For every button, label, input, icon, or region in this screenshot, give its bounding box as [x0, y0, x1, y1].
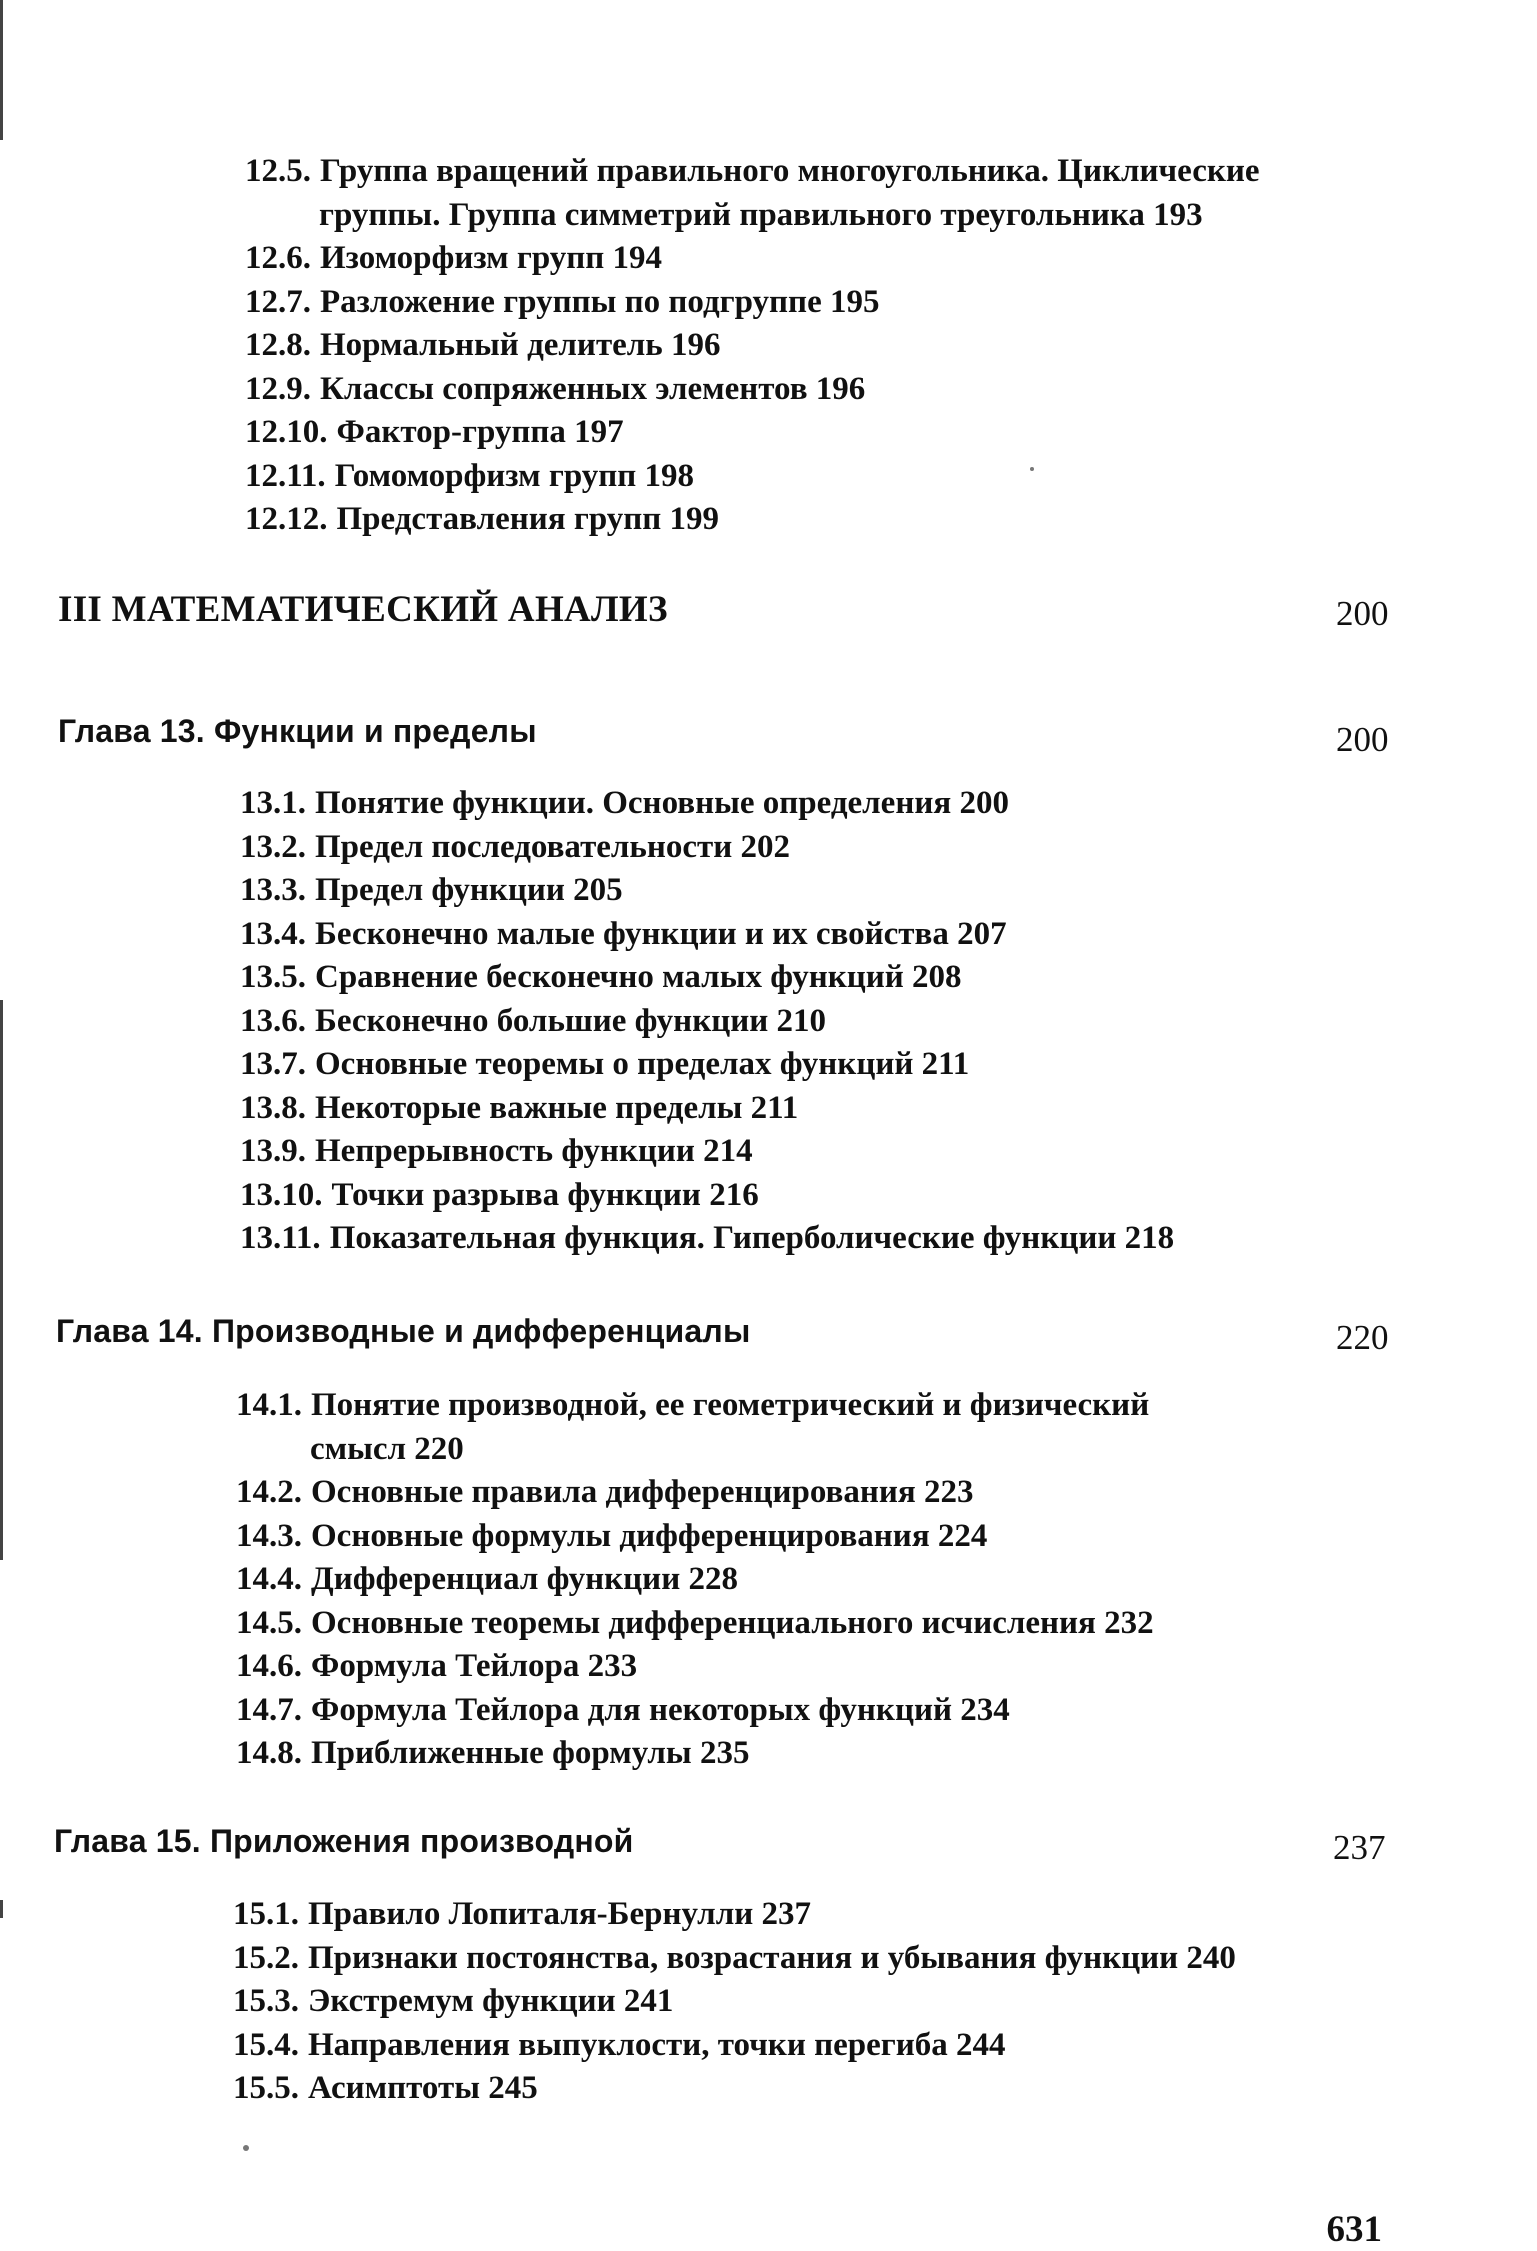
toc-entry: [240, 1000, 1537, 1044]
toc-entry: [245, 498, 1537, 542]
toc-entry-title: Точки разрыва функции 216: [331, 1176, 759, 1213]
toc-entry-title: Экстремум функции 241: [308, 1983, 674, 2019]
toc-entry-title: Асимптоты 245: [308, 2070, 538, 2106]
toc-entry-title: Бесконечно малые функции и их свойства 207: [315, 915, 1007, 952]
toc-entry: [236, 1732, 1537, 1776]
toc-entry-title: Основные формулы дифференцирования 224: [311, 1517, 988, 1554]
toc-entry-continuation: группы. Группа симметрий правильного треугольника 193: [319, 196, 1203, 233]
toc-entry-number: 13.11.: [240, 1220, 321, 1256]
toc-entry: [236, 1515, 1537, 1559]
toc-entry-number: 15.3.: [233, 1983, 299, 2019]
toc-entry-number: 12.7.: [245, 283, 311, 320]
toc-entry: [240, 869, 1537, 913]
toc-entry-title: Основные правила дифференцирования 223: [311, 1474, 974, 1510]
toc-entry-title: Представления групп 199: [336, 501, 720, 537]
toc-entry-number: 14.7.: [236, 1691, 302, 1728]
toc-entry-title: Нормальный делитель 196: [320, 327, 721, 363]
chapter-13-heading: Глава 13. Функции и пределы: [58, 713, 537, 749]
toc-entry-number: 15.5.: [233, 2070, 299, 2106]
toc-entry-title: Гомоморфизм групп 198: [334, 457, 695, 494]
chapter-13-page-number: 200: [1336, 720, 1389, 759]
toc-entry-title: Разложение группы по подгруппе 195: [320, 283, 880, 320]
toc-entry: [233, 2067, 1537, 2111]
toc-entry: [236, 1471, 1537, 1515]
toc-entry-title: Основные теоремы дифференциального исчисления 232: [311, 1604, 1154, 1641]
toc-entry-number: 13.9.: [240, 1133, 306, 1169]
toc-entry: [245, 150, 1537, 237]
chapter-15-heading: Глава 15. Приложения производной: [54, 1823, 634, 1859]
toc-entry: [245, 281, 1537, 325]
toc-entry-title: Непрерывность функции 214: [315, 1133, 753, 1169]
toc-entry: [245, 455, 1537, 499]
chapter-14-heading: Глава 14. Производные и дифференциалы: [56, 1313, 751, 1349]
toc-entry-number: 14.6.: [236, 1648, 302, 1684]
toc-entry-number: 12.12.: [245, 501, 328, 537]
toc-entry-title: Некоторые важные пределы 211: [315, 1089, 799, 1126]
toc-entry-number: 15.4.: [233, 2026, 299, 2063]
toc-entry: [236, 1689, 1537, 1733]
toc-entry-title: Понятие функции. Основные определения 200: [315, 785, 1009, 821]
toc-entry-number: 13.8.: [240, 1089, 306, 1126]
toc-entry-title: Дифференциал функции 228: [311, 1561, 738, 1597]
toc-entry: [236, 1558, 1537, 1602]
section-12-list: [0, 150, 1537, 542]
toc-entry: [240, 1087, 1537, 1131]
toc-entry-number: 13.10.: [240, 1176, 323, 1213]
toc-entry-number: 14.3.: [236, 1517, 302, 1554]
part-heading: III МАТЕМАТИЧЕСКИЙ АНАЛИЗ: [58, 589, 668, 630]
chapter-15-page-number: 237: [1333, 1828, 1386, 1867]
toc-entry-title: Приближенные формулы 235: [311, 1735, 750, 1771]
toc-entry: [240, 956, 1537, 1000]
toc-entry-title: Формула Тейлора 233: [311, 1648, 638, 1684]
toc-entry-number: 12.10.: [245, 414, 328, 450]
toc-entry-title: Фактор-группа 197: [336, 414, 624, 450]
part-page-number: 200: [1336, 594, 1389, 633]
toc-entry-continuation: смысл 220: [310, 1430, 464, 1467]
toc-entry-number: 13.1.: [240, 785, 306, 821]
toc-entry: [236, 1602, 1537, 1646]
toc-entry-title: Бесконечно большие функции 210: [315, 1002, 827, 1039]
toc-entry-number: 14.8.: [236, 1735, 302, 1771]
toc-entry-number: 14.2.: [236, 1474, 302, 1510]
toc-entry-number: 13.7.: [240, 1046, 306, 1082]
toc-entry-title: Показательная функция. Гиперболические функции 218: [329, 1220, 1175, 1256]
scan-edge-mark: [0, 0, 3, 140]
toc-entry: [245, 411, 1537, 455]
toc-entry-title: Изоморфизм групп 194: [320, 240, 663, 276]
toc-entry: [236, 1645, 1537, 1689]
toc-entry-number: 12.6.: [245, 240, 311, 276]
toc-entry-number: 15.1.: [233, 1896, 299, 1932]
toc-entry: [233, 2024, 1537, 2068]
toc-entry: [245, 368, 1537, 412]
toc-entry-number: 12.11.: [245, 457, 326, 494]
toc-entry: [240, 1174, 1537, 1218]
toc-entry-title: Предел последовательности 202: [315, 828, 791, 865]
toc-entry: [240, 913, 1537, 957]
toc-entry: [233, 1980, 1537, 2024]
toc-entry-number: 13.3.: [240, 872, 306, 908]
chapter-14-page-number: 220: [1336, 1318, 1389, 1357]
toc-entry-title: Предел функции 205: [315, 872, 623, 908]
toc-entry: [240, 1130, 1537, 1174]
toc-entry-title: Направления выпуклости, точки перегиба 244: [308, 2026, 1006, 2063]
chapter-14-list: [0, 1384, 1537, 1776]
toc-entry-title: Основные теоремы о пределах функций 211: [315, 1046, 970, 1082]
toc-entry: [245, 237, 1537, 281]
toc-entry-number: 12.8.: [245, 327, 311, 363]
toc-entry-number: 14.4.: [236, 1561, 302, 1597]
toc-entry: [240, 826, 1537, 870]
toc-entry-number: 13.5.: [240, 959, 306, 995]
toc-entry: [236, 1384, 1537, 1471]
toc-entry-number: 14.1.: [236, 1387, 302, 1423]
toc-entry-number: 12.9.: [245, 370, 311, 407]
chapter-13-list: [0, 782, 1537, 1261]
toc-entry-number: 15.2.: [233, 1939, 299, 1976]
toc-entry: [245, 324, 1537, 368]
toc-entry: [233, 1937, 1537, 1981]
toc-entry-title: Формула Тейлора для некоторых функций 234: [311, 1691, 1010, 1728]
page-number: 631: [1326, 2209, 1382, 2250]
toc-entry-title: Понятие производной, ее геометрический и физический: [311, 1387, 1150, 1423]
chapter-15-list: [0, 1893, 1537, 2111]
toc-entry-title: Группа вращений правильного многоугольника. Циклические: [320, 153, 1260, 189]
toc-entry-number: 14.5.: [236, 1604, 302, 1641]
scan-speck: [243, 2145, 249, 2151]
toc-entry-title: Правило Лопиталя-Бернулли 237: [308, 1896, 811, 1932]
toc-entry-number: 13.4.: [240, 915, 306, 952]
toc-entry-title: Признаки постоянства, возрастания и убывания функции 240: [308, 1939, 1236, 1976]
toc-entry: [240, 1217, 1537, 1261]
toc-entry-number: 13.2.: [240, 828, 306, 865]
toc-entry: [240, 1043, 1537, 1087]
toc-entry: [240, 782, 1537, 826]
toc-entry-title: Сравнение бесконечно малых функций 208: [315, 959, 962, 995]
toc-entry-number: 13.6.: [240, 1002, 306, 1039]
toc-entry-title: Классы сопряженных элементов 196: [320, 370, 866, 407]
toc-entry-number: 12.5.: [245, 153, 311, 189]
toc-entry: [233, 1893, 1537, 1937]
